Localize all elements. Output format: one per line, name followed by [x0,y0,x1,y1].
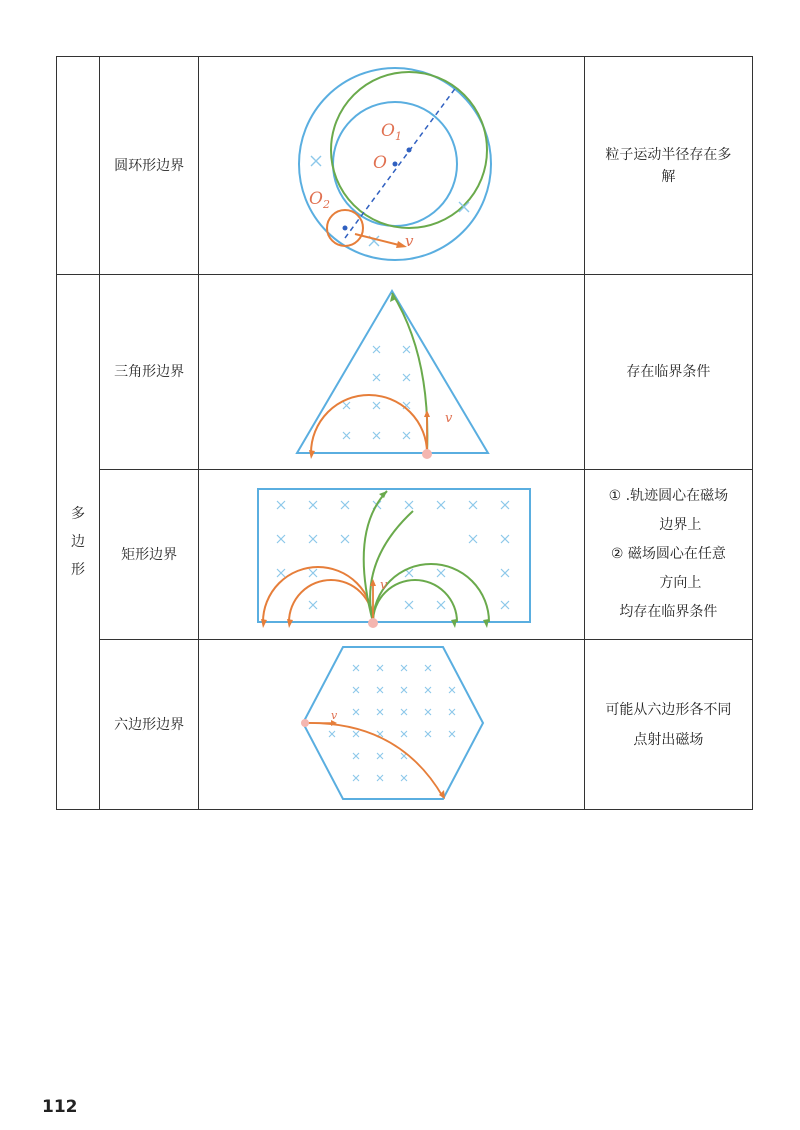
annulus-diagram [199,58,583,274]
orange-arrowhead [261,619,267,628]
note-hexagon [584,640,752,810]
velocity-arrow [355,234,403,246]
group-cell-empty [57,57,100,275]
note-annulus [584,57,752,275]
row-label-triangle: 三角形边界 [100,275,199,470]
group-label-char: 边 [71,534,86,550]
label-v: v [380,577,388,593]
triangle-diagram [199,276,583,468]
field-cross-marks [343,346,410,439]
row-label-annulus: 圆环形边界 [100,57,199,275]
row-label-rectangle: 矩形边界 [100,470,199,640]
rectangle-figure-cell [199,470,585,640]
entry-point [368,618,378,628]
annulus-figure-cell [199,57,585,275]
note-line: 方向上 [659,575,702,591]
orange-trajectory [305,722,443,796]
label-v: v [331,708,338,722]
label-v: v [405,231,414,250]
green-arrowhead [451,619,457,628]
rectangle-diagram [199,471,583,639]
triangle-boundary [297,291,488,453]
group-label-char: 形 [71,562,86,578]
entry-point [301,719,309,727]
group-label-char: 多 [71,506,86,522]
table-row [57,470,753,640]
hexagon-figure-cell [199,640,585,810]
table-row [57,640,753,810]
row-label-hexagon: 六边形边界 [100,640,199,810]
hexagon-diagram [199,641,583,809]
field-cross-marks [329,665,455,781]
table-row [57,57,753,275]
label-v: v [445,411,453,426]
note-triangle [584,275,752,470]
group-cell-polygon [57,275,100,810]
label-o1: $O_1$ [381,120,403,143]
orange-arrowhead [287,619,293,628]
field-cross-marks [277,501,509,609]
page-number: 112 [42,1097,78,1117]
note-line: 可能从六边形各不同 [605,701,732,718]
green-arrowhead [379,491,387,498]
note-line: 存在临界条件 [626,364,711,380]
rectangle-boundary [258,489,530,622]
note-rectangle [584,470,752,640]
note-line: ① .轨迹圆心在磁场 [608,488,729,504]
entry-point [422,449,432,459]
center-dot-o1 [407,147,412,152]
velocity-arrowhead [424,410,430,417]
note-line: 粒子运动半径存在多 [605,146,732,163]
note-line: 边界上 [659,517,702,533]
center-dot-o [393,161,398,166]
label-o: O [373,152,388,173]
table-row [57,275,753,470]
label-o2: $O_2$ [309,188,331,211]
green-trajectory-1 [373,564,489,622]
triangle-figure-cell [199,275,585,470]
note-line: 点射出磁场 [633,731,704,748]
green-arrowhead [483,619,489,628]
orange-arrowhead [309,450,315,459]
note-line: ② 磁场圆心在任意 [610,546,726,562]
note-line: 解 [661,168,676,185]
note-line: 均存在临界条件 [619,604,718,620]
boundary-table [56,56,753,810]
center-dot-o2 [343,225,348,230]
orange-trajectory [311,395,427,453]
dashed-center-line [345,86,457,238]
